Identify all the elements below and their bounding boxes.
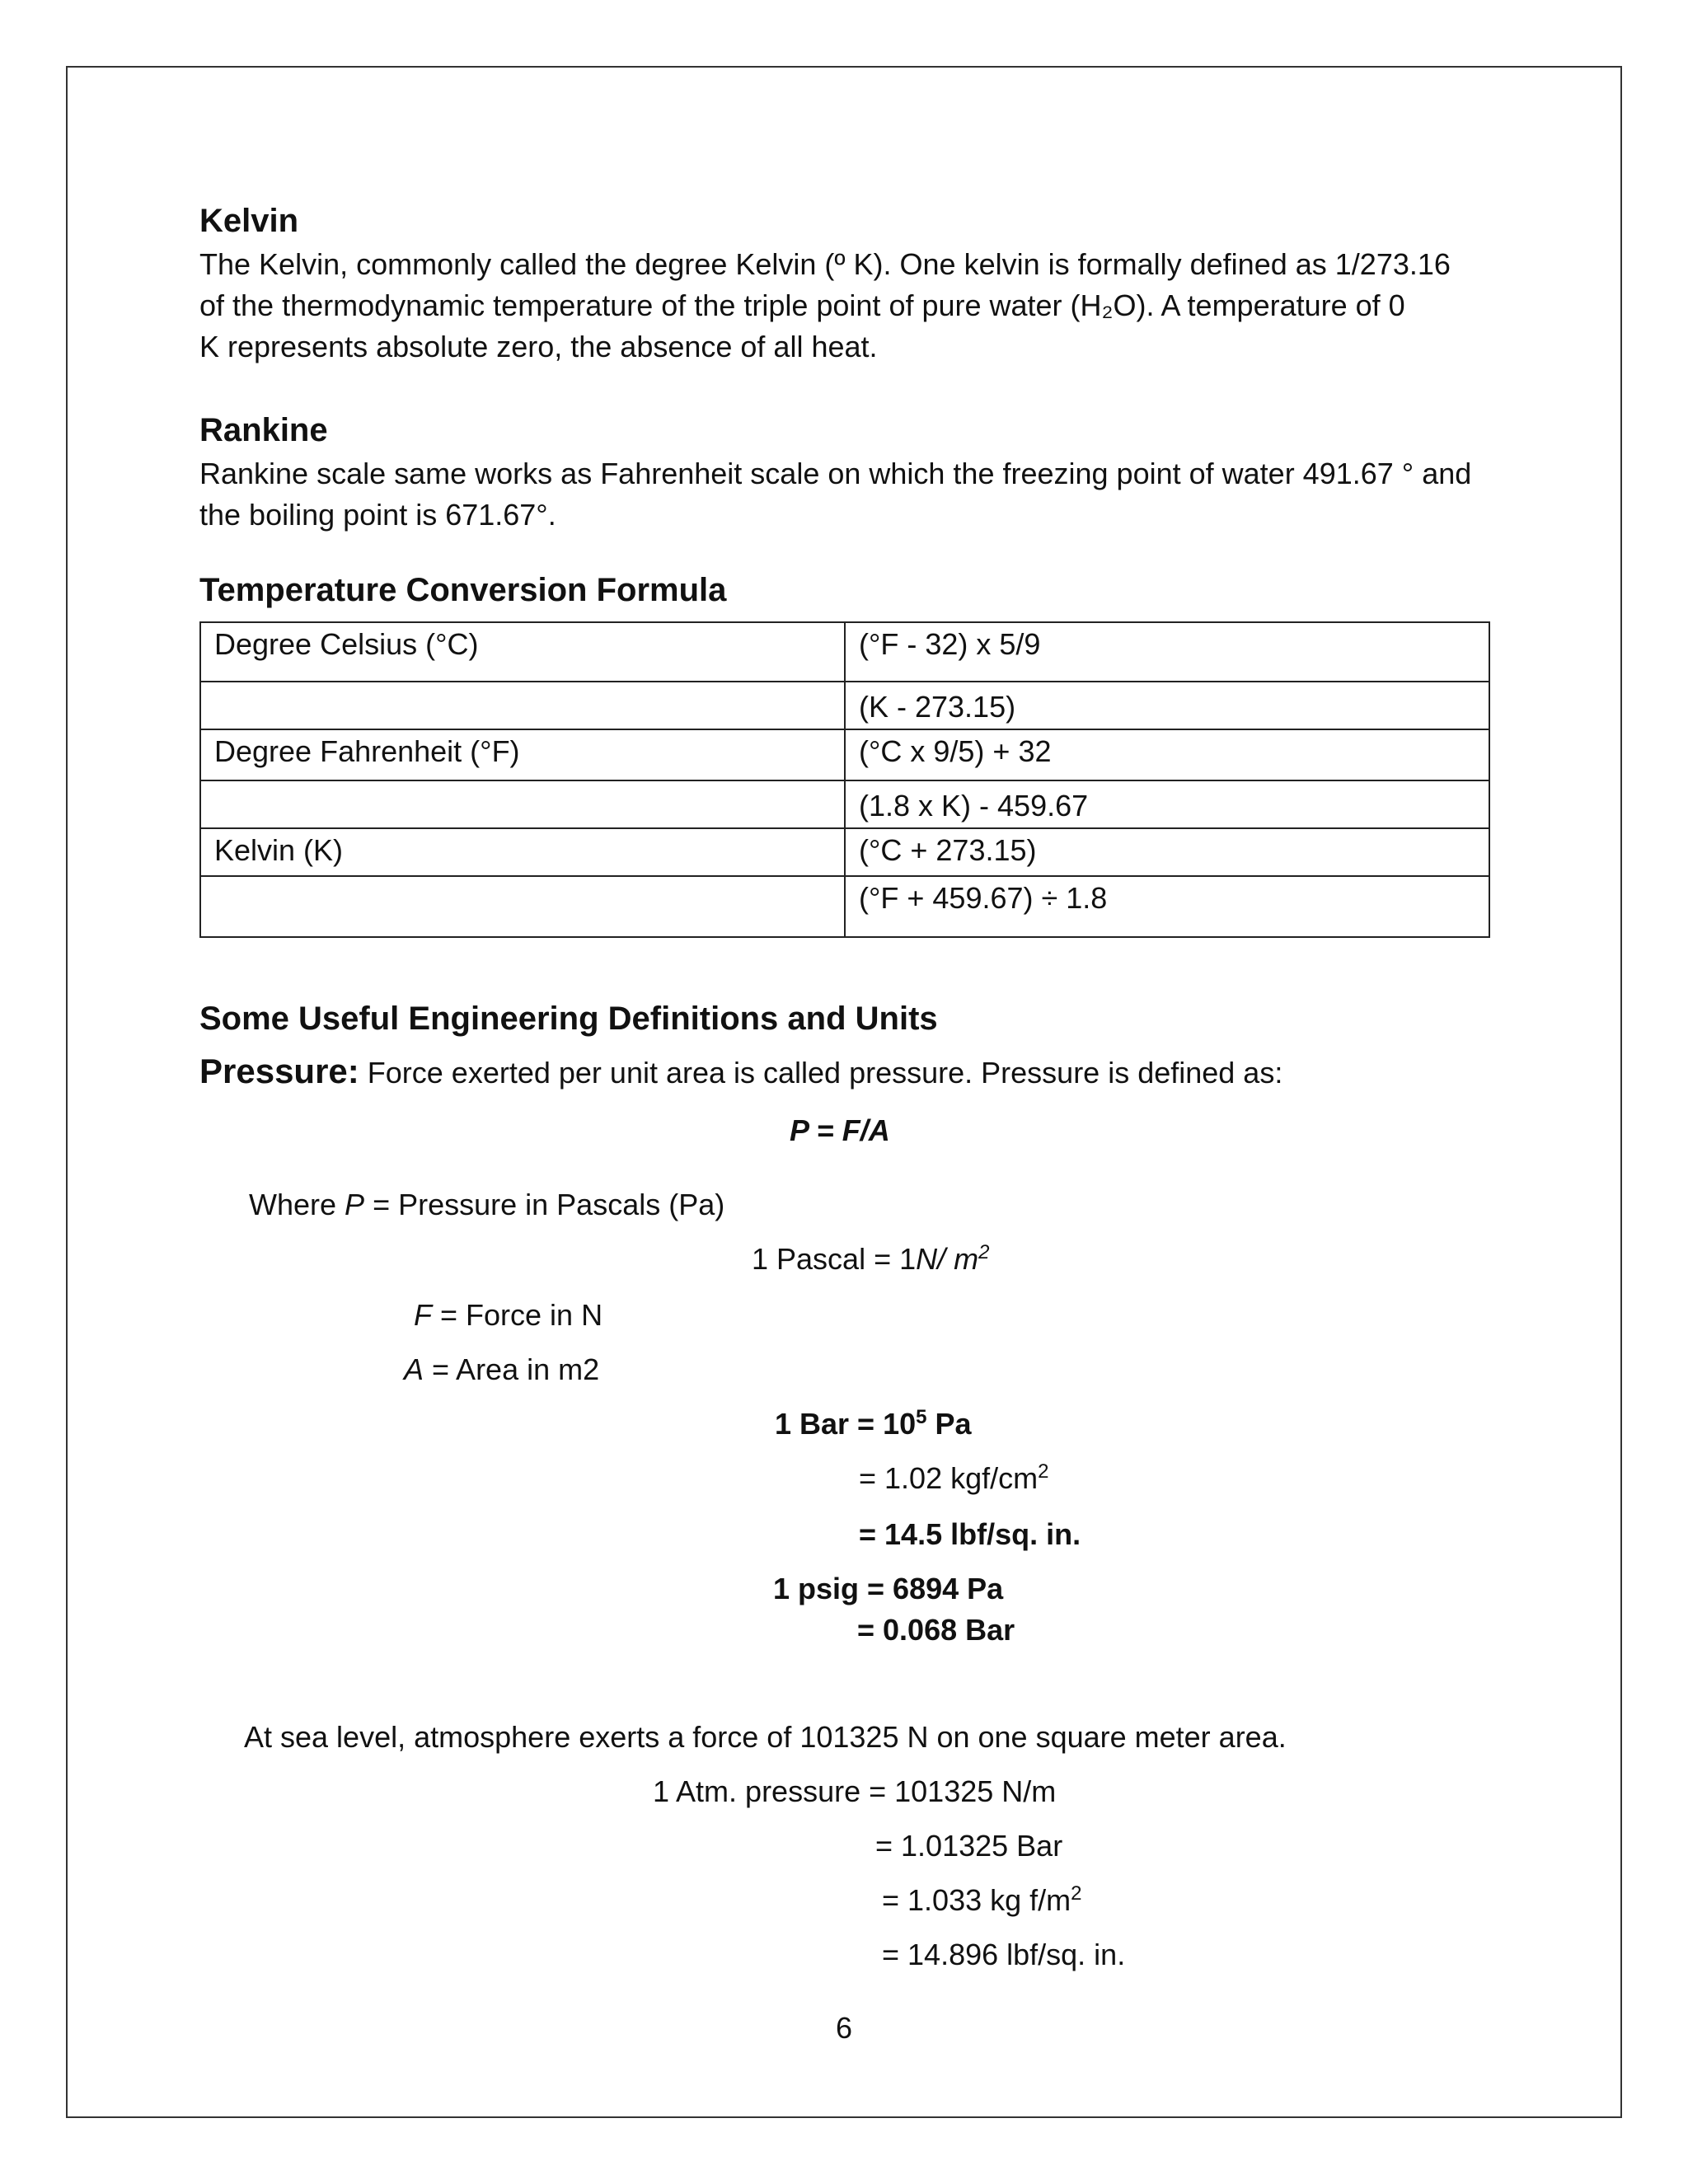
pressure-label: Pressure: — [199, 1052, 359, 1090]
unit-cell: Kelvin (K) — [200, 828, 845, 876]
sea-level-line: At sea level, atmosphere exerts a force of 101325 N on one square meter area. — [244, 1720, 1287, 1754]
pascal-prefix: 1 Pascal = 1 — [752, 1242, 917, 1276]
kelvin-line-1: The Kelvin, commonly called the degree Kelvin (º K). One kelvin is formally defined as 1/273.16 — [199, 247, 1451, 281]
rankine-paragraph — [199, 453, 1502, 536]
unit-cell — [200, 780, 845, 828]
rankine-line-2: the boiling point is 671.67°. — [199, 498, 556, 532]
unit-cell: Degree Celsius (°C) — [200, 622, 845, 682]
kelvin-line-2: of the thermodynamic temperature of the triple point of pure water (H₂O). A temperature of 0 — [199, 288, 1405, 322]
rankine-line-1: Rankine scale same works as Fahrenheit scale on which the freezing point of water 491.67 ° and — [199, 457, 1472, 490]
bar-kgf-exponent: 2 — [1038, 1460, 1049, 1483]
atm-line: 1 Atm. pressure = 101325 N/m — [653, 1774, 1057, 1808]
psig-line: 1 psig = 6894 Pa — [773, 1572, 1004, 1605]
pressure-text: Force exerted per unit area is called pressure. Pressure is defined as: — [359, 1056, 1283, 1090]
kelvin-paragraph — [199, 244, 1502, 368]
pressure-formula: P = F/A — [790, 1113, 890, 1147]
table-row — [200, 876, 1489, 937]
formula-cell: (K - 273.15) — [845, 682, 1489, 729]
psig-bar-line: = 0.068 Bar — [857, 1613, 1015, 1647]
pascal-unit: N/ m — [916, 1242, 979, 1276]
rankine-heading: Rankine — [199, 412, 328, 448]
conversion-table — [199, 621, 1490, 938]
atm-kg-exponent: 2 — [1071, 1882, 1082, 1905]
pascal-exponent: 2 — [978, 1241, 990, 1263]
bar-exponent: 5 — [916, 1406, 927, 1428]
formula-cell: (°F + 459.67) ÷ 1.8 — [845, 876, 1489, 937]
table-row — [200, 828, 1489, 876]
force-text: = Force in N — [432, 1298, 603, 1332]
where-prefix: Where — [249, 1188, 345, 1221]
formula-cell: (1.8 x K) - 459.67 — [845, 780, 1489, 828]
table-row — [200, 682, 1489, 729]
kelvin-line-3: K represents absolute zero, the absence of all heat. — [199, 330, 878, 363]
atm-kg-text: = 1.033 kg f/m — [882, 1883, 1071, 1917]
atm-kg-line — [882, 1882, 1082, 1919]
bar-suffix: Pa — [926, 1407, 972, 1441]
formula-cell: (°F - 32) x 5/9 — [845, 622, 1489, 682]
where-line — [249, 1187, 724, 1223]
bar-lbf-line: = 14.5 lbf/sq. in. — [859, 1517, 1081, 1551]
where-text: = Pressure in Pascals (Pa) — [364, 1188, 725, 1221]
force-variable: F — [414, 1298, 432, 1332]
table-row — [200, 622, 1489, 682]
formula-cell: (°C x 9/5) + 32 — [845, 729, 1489, 780]
area-variable: A — [404, 1352, 424, 1386]
unit-cell — [200, 682, 845, 729]
formula-cell: (°C + 273.15) — [845, 828, 1489, 876]
area-text: = Area in m2 — [424, 1352, 600, 1386]
pressure-definition — [199, 1053, 1282, 1091]
unit-cell: Degree Fahrenheit (°F) — [200, 729, 845, 780]
bar-line — [775, 1406, 972, 1442]
force-line — [414, 1297, 603, 1333]
where-variable: P — [345, 1188, 365, 1221]
area-line — [404, 1352, 599, 1388]
bar-kgf-line — [859, 1460, 1048, 1497]
table-row — [200, 729, 1489, 780]
unit-cell — [200, 876, 845, 937]
page-border — [66, 66, 1622, 2118]
atm-lbf-line: = 14.896 lbf/sq. in. — [882, 1938, 1126, 1971]
table-row — [200, 780, 1489, 828]
page-number: 6 — [835, 2011, 853, 2045]
engineering-heading: Some Useful Engineering Definitions and Units — [199, 1001, 938, 1037]
conversion-heading: Temperature Conversion Formula — [199, 572, 727, 608]
atm-bar-line: = 1.01325 Bar — [875, 1829, 1063, 1863]
bar-kgf-text: = 1.02 kgf/cm — [859, 1461, 1039, 1495]
bar-prefix: 1 Bar = 10 — [775, 1407, 917, 1441]
kelvin-heading: Kelvin — [199, 203, 299, 239]
pascal-line — [752, 1241, 989, 1277]
